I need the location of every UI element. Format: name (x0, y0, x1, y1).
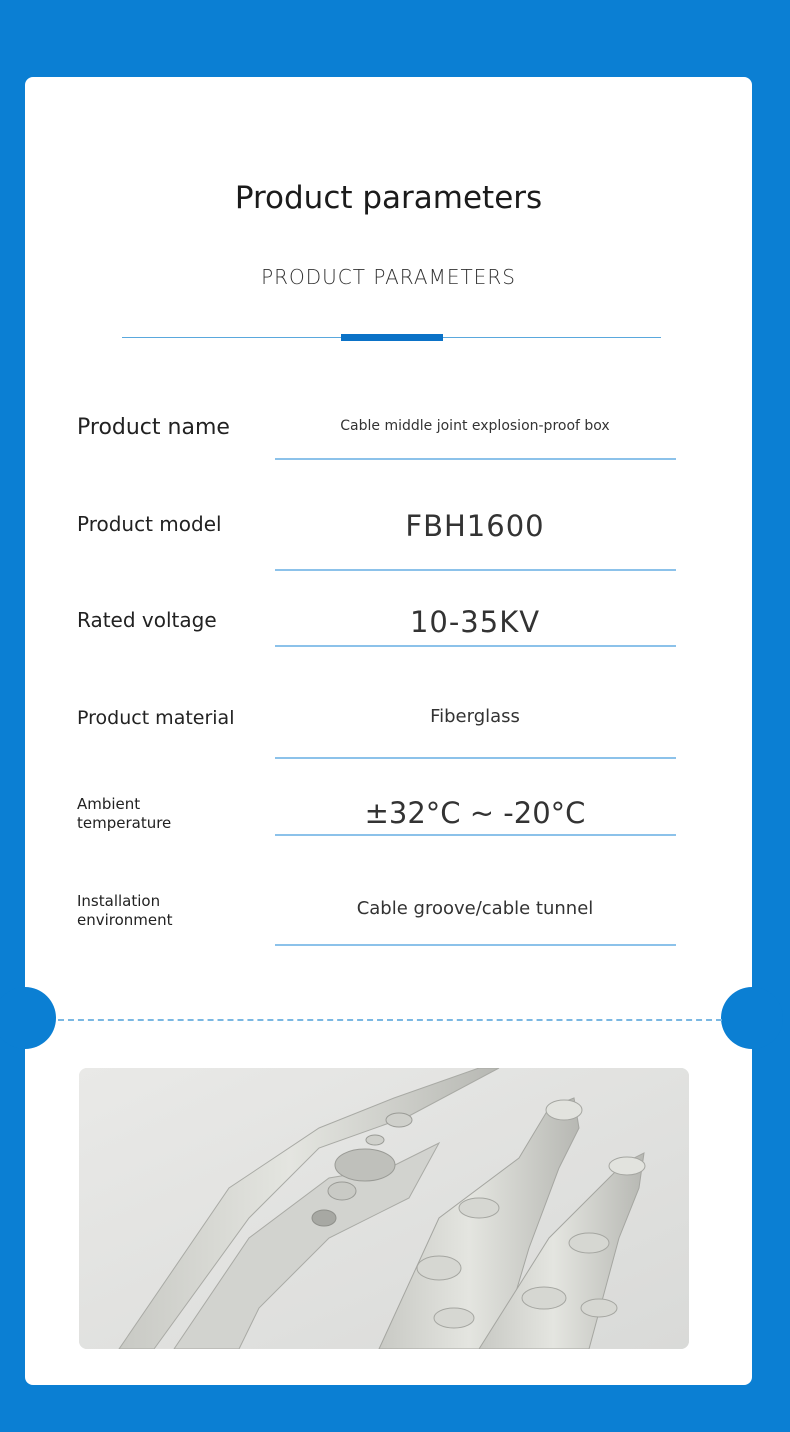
explosion-proof-box-illustration (79, 1068, 689, 1349)
param-underline (275, 569, 676, 571)
param-value: FBH1600 (405, 509, 545, 543)
dashed-separator (58, 1019, 722, 1021)
param-label: Product material (77, 707, 235, 729)
param-label: Product model (77, 512, 222, 536)
param-underline (275, 458, 676, 460)
param-value: Cable middle joint explosion-proof box (340, 418, 610, 434)
param-value: Cable groove/cable tunnel (356, 898, 594, 919)
param-value: Fiberglass (430, 706, 520, 727)
param-underline (275, 757, 676, 759)
param-underline (275, 834, 676, 836)
param-value: ±32°C ~ -20°C (364, 796, 586, 830)
param-value: 10-35KV (409, 605, 541, 639)
page-title: Product parameters (234, 180, 543, 216)
param-label: Rated voltage (77, 608, 217, 632)
param-underline (275, 944, 676, 946)
param-label: Product name (77, 415, 230, 440)
param-underline (275, 645, 676, 647)
param-label: Installation environment (77, 892, 173, 929)
param-label: Ambient temperature (77, 795, 172, 832)
title-divider-accent (341, 334, 443, 341)
product-photo (79, 1068, 689, 1349)
right-ticket-notch (721, 987, 783, 1049)
page-subtitle: PRODUCT PARAMETERS (261, 265, 516, 289)
